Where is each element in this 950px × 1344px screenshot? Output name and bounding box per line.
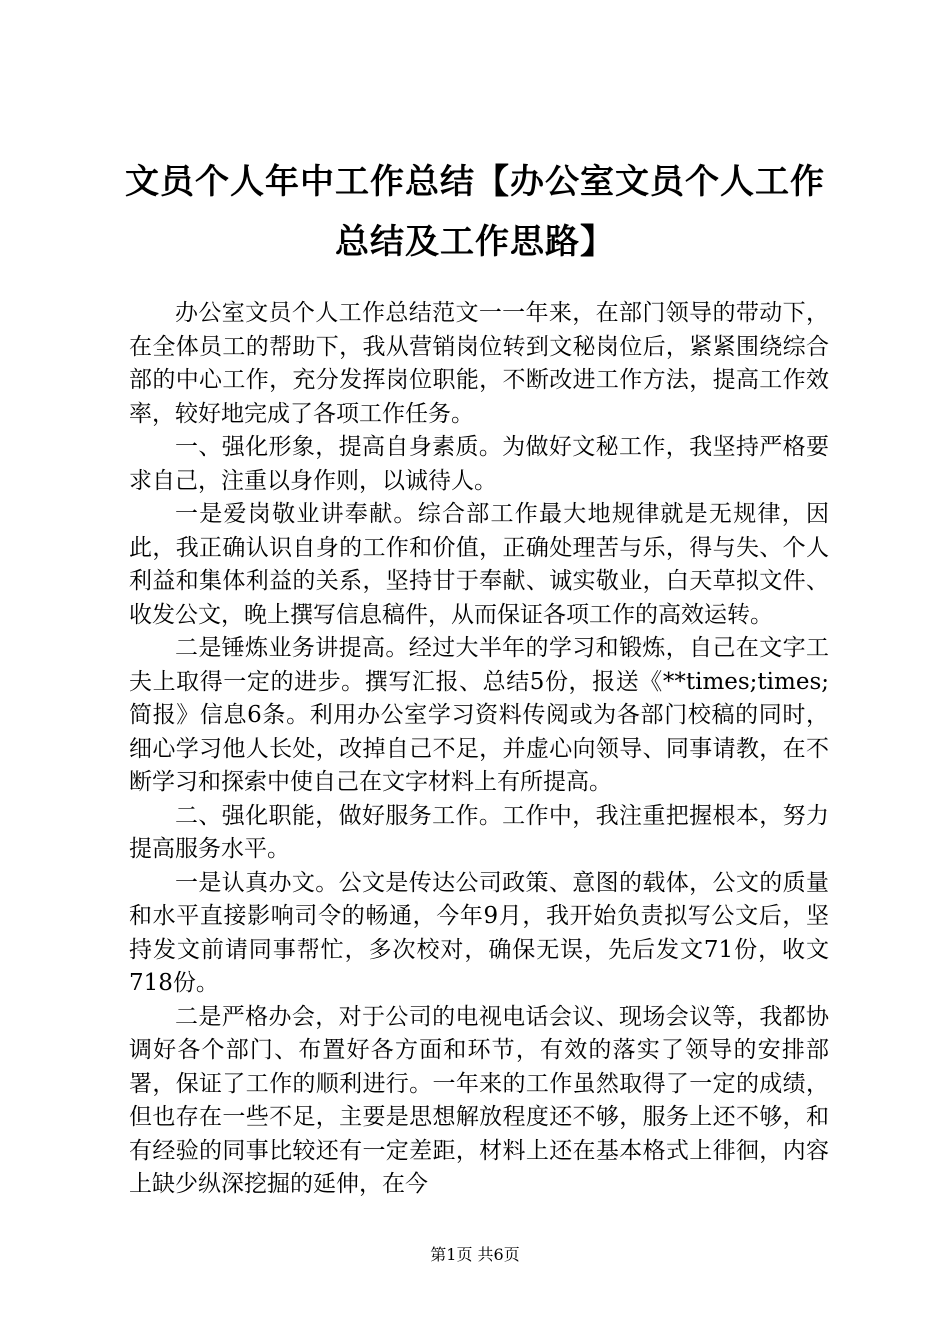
paragraph-intro: 办公室文员个人工作总结范文一一年来，在部门领导的带动下，在全体员工的帮助下，我从营销岗位转到文秘岗位后，紧紧围绕综合部的中心工作，充分发挥岗位职能，不断改进工作方法，提高工作效率，较好地完成了各项工作任务。	[129, 300, 829, 427]
paragraph-meeting-handling: 二是严格办会，对于公司的电视电话会议、现场会议等，我都协调好各个部门、布置好各方面和环节，有效的落实了领导的安排部署，保证了工作的顺利进行。一年来的工作虽然取得了一定的成绩，但也存在一些不足，主要是思想解放程度还不够，服务上还不够，和有经验的同事比较还有一定差距，材料上还在基本格式上徘徊，内容上缺少纵深挖掘的延伸，在今	[129, 1003, 829, 1197]
document-title-line-1: 文员个人年中工作总结【办公室文员个人工作	[125, 162, 825, 202]
paragraph-section-1-heading: 一、强化形象，提高自身素质。为做好文秘工作，我坚持严格要求自己，注重以身作则，以诚待人。	[129, 434, 829, 494]
paragraph-section-2-heading: 二、强化职能，做好服务工作。工作中，我注重把握根本，努力提高服务水平。	[129, 802, 829, 862]
paragraph-skill-improvement: 二是锤炼业务讲提高。经过大半年的学习和锻炼，自己在文字工夫上取得一定的进步。撰写汇报、总结5份，报送《**times;times;简报》信息6条。利用办公室学习资料传阅或为各部门校稿的同时，细心学习他人长处，改掉自己不足，并虚心向领导、同事请教，在不断学习和探索中使自己在文字材料上有所提高。	[129, 635, 829, 795]
page-number-footer: 第1页 共6页	[430, 1245, 520, 1264]
document-title-line-2: 总结及工作思路】	[335, 222, 615, 262]
paragraph-dedication: 一是爱岗敬业讲奉献。综合部工作最大地规律就是无规律，因此，我正确认识自身的工作和价值，正确处理苦与乐，得与失、个人利益和集体利益的关系，坚持甘于奉献、诚实敬业，白天草拟文件、收发公文，晚上撰写信息稿件，从而保证各项工作的高效运转。	[129, 501, 829, 628]
paragraph-document-handling: 一是认真办文。公文是传达公司政策、意图的载体，公文的质量和水平直接影响司令的畅通，今年9月，我开始负责拟写公文后，坚持发文前请同事帮忙，多次校对，确保无误，先后发文71份，收文718份。	[129, 869, 829, 996]
document-body	[129, 297, 829, 1202]
